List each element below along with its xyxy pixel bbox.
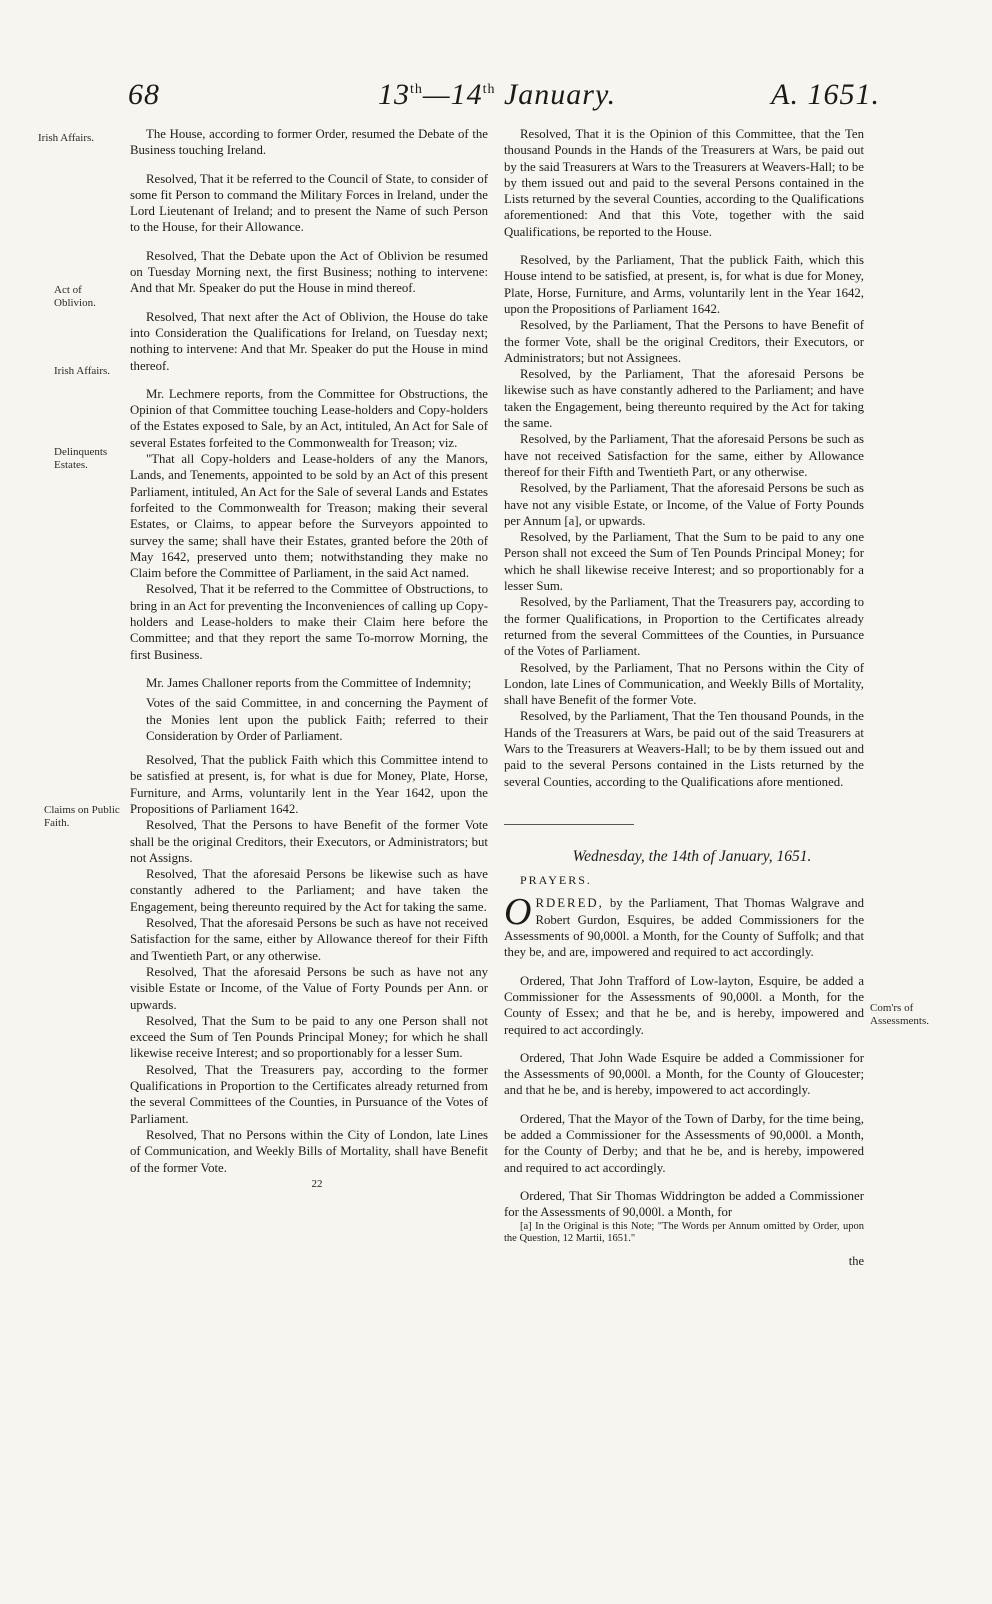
- paragraph: Resolved, by the Parliament, That the Ten thousand Pounds, in the Hands of the Treasurers at Wars, be paid out of the said Treasurers at Wars to the Treasurers at Weavers-Hall; to be by them issued out and paid to the several Persons contained in the Lists returned by the several Counties, according to the Qualifications afore mentioned.: [504, 709, 864, 789]
- paragraph: Resolved, by the Parliament, That the aforesaid Persons be such as have not received Satisfaction for the same, either by Allowance thereof for their Fifth and Twentieth Part, or any otherwise.: [504, 432, 864, 479]
- header-year: A. 1651.: [771, 78, 880, 111]
- paragraph: Resolved, by the Parliament, That the aforesaid Persons be likewise such as have constantly adhered to the Parliament; and have taken the Engagement, being thereunto required by the Act for taking the same.: [504, 367, 864, 431]
- prayers-heading: PRAYERS.: [520, 873, 592, 888]
- order-paragraph: Ordered, That Sir Thomas Widdrington be added a Commissioner for the Assessments of 90,000l. a Month, for: [504, 1188, 864, 1220]
- paragraph: Mr. Lechmere reports, from the Committee for Obstructions, the Opinion of that Committee touching Lease-holders and Copy-holders of the Estates exposed to Sale, by an Act, intituled, An Act for Sale of several Estates forfeited to the Commonwealth for Treason; viz.: [130, 386, 488, 450]
- paragraph: Resolved, That it be referred to the Committee of Obstructions, to bring in an Act for preventing the Inconveniences of calling up Copy-holders and Lease-holders to make their Claim here before the Committee; and that they report the same To-morrow Morning, the first Business.: [130, 582, 488, 662]
- paragraph: Resolved, by the Parliament, That the Treasurers pay, according to the former Qualifications, in Proportion to the Certificates already returned from the several Committees of the Counties, in Pursuance of the Votes of Parliament.: [504, 595, 864, 659]
- paragraph: Resolved, by the Parliament, That the Persons to have Benefit of the former Vote, shall be the original Creditors, their Executors, or Administrators; but not Assignees.: [504, 318, 864, 365]
- catchword: the: [848, 1253, 864, 1268]
- paragraph: Resolved, That the Debate upon the Act of Oblivion be resumed on Tuesday Morning next, the first Business; nothing to intervene: And that Mr. Speaker do put the House in mind thereof.: [130, 248, 488, 296]
- drop-cap: O: [504, 891, 532, 934]
- paragraph: Resolved, That the Treasurers pay, according to the former Qualifications in Proportion to the Certificates already returned from the several Committees of the Counties, in Pursuance of the Votes of Parliament.: [130, 1062, 488, 1126]
- paragraph: Votes of the said Committee, in and concerning the Payment of the Monies lent upon the publick Faith; referred to their Consideration by Order of Parliament.: [146, 696, 488, 743]
- paragraph: Resolved, That it is the Opinion of this Committee, that the Ten thousand Pounds in the Hands of the Treasurers at Wars, be paid out by the said Treasurers at Wars to the Treasurers at Weavers-Hall; to be by them issued out and paid to the several Persons contained in the Lists returned by the several Counties, according to the Qualifications aforementioned: And that this Vote, together with the said Qualifications, be reported to the House.: [504, 127, 864, 239]
- paragraph: Resolved, That the aforesaid Persons be such as have not received Satisfaction for the same, either by Allowance thereof for their Fifth and Twentieth Part, or any otherwise.: [130, 916, 488, 963]
- paragraph: Resolved, by the Parliament, That the publick Faith, which this House intend to be satisfied, at present, is, for what is due for Money, Plate, Horse, Furniture, and Arms, voluntarily lent in the Year 1642, upon the Propositions of Parliament 1642.: [504, 253, 864, 316]
- paragraph: Resolved, That next after the Act of Oblivion, the House do take into Consideration the Qualifications for Ireland, on Tuesday next; nothing to intervene: And that Mr. Speaker do put the House in mind thereof.: [130, 309, 488, 373]
- paragraph: Mr. James Challoner reports from the Committee of Indemnity;: [146, 675, 472, 690]
- left-column: [130, 126, 488, 1199]
- paragraph: Resolved, by the Parliament, That no Persons within the City of London, late Lines of Communication, and Weekly Bills of Mortality, shall have Benefit of the former Vote.: [504, 660, 864, 708]
- section-divider: [504, 824, 634, 825]
- margin-note-claims-public-faith: Claims on Public Faith.: [44, 804, 120, 829]
- day-heading: Wednesday, the 14th of January, 1651.: [572, 847, 812, 865]
- header-month: January.: [503, 78, 617, 111]
- paragraph: Resolved, That no Persons within the City of London, late Lines of Communication, and Weekly Bills of Mortality, shall have Benefit of the former Vote.: [130, 1127, 488, 1175]
- paragraph: "That all Copy-holders and Lease-holders of any the Manors, Lands, and Tenements, appointed to be sold by an Act of this present Parliament, intituled, An Act for the Sale of several Lands and Estates forfeited to the Commonwealth for Treason; making their several Estates, or Claims, to appear before the Surveyors appointed to survey the same; shall have their Estates, granted before the 20th of May 1642, preserved unto them; notwithstanding they make no Claim before the Committee of Parliament, in the said Act named.: [130, 452, 488, 581]
- margin-note-irish-affairs-2: Irish Affairs.: [54, 365, 111, 377]
- paragraph: The House, according to former Order, resumed the Debate of the Business touching Ireland.: [130, 127, 488, 158]
- paragraph: Resolved, by the Parliament, That the aforesaid Persons be such as have not any visible Estate, or Income, of the Value of Forty Pounds per Annum [a], or upwards.: [504, 481, 864, 528]
- paragraph: Resolved, That the aforesaid Persons be likewise such as have constantly adhered to the Parliament; and have taken the Engagement, being thereunto required by the Act for taking the same.: [130, 867, 488, 914]
- paragraph: Resolved, That the aforesaid Persons be such as have not any visible Estate or Income, of the Value of Forty Pounds per Ann. or upwards.: [130, 964, 488, 1012]
- header-date-b: 14: [450, 78, 483, 111]
- paragraph: Resolved, by the Parliament, That the Sum to be paid to any one Person shall not exceed the Sum of Ten Pounds Principal Money; for which he shall likewise receive Interest; and so proportionably for a lesser Sum.: [504, 530, 864, 594]
- footnote: [a] In the Original is this Note; "The Words per Annum omitted by Order, upon the Question, 12 Martii, 1651.": [504, 1220, 864, 1245]
- header-date-a: 13: [378, 78, 410, 111]
- margin-note-act-of-oblivion: Act of Oblivion.: [54, 284, 96, 309]
- order-paragraph: Ordered, That the Mayor of the Town of Darby, for the time being, be added a Commissioner for the Assessments of 90,000l. a Month, for the County of Derby; and that he be, and is hereby, impowered and required to act accordingly.: [504, 1111, 864, 1175]
- header-date-sup-a: th: [410, 82, 423, 97]
- header-date-sup-b: th: [482, 82, 496, 97]
- order-paragraph: [504, 891, 864, 960]
- ordered-caps: RDERED,: [535, 896, 604, 911]
- order-text: by the Parliament, That Thomas Walgrave and Robert Gurdon, Esquires, be added Commissioners for the Assessments of 90,000l. a Month, for the County of Suffolk; and that they be, and are, impowered and required to act accordingly.: [504, 896, 864, 960]
- paragraph: Resolved, That the publick Faith which this Committee intend to be satisfied at present, is, for what is due for Money, Plate, Horse, Furniture, and Arms, voluntarily lent in the Year 1642, upon the Propositions of Parliament 1642.: [130, 753, 488, 816]
- header-dash: —: [422, 78, 451, 111]
- margin-note-delinquents-estates: Delinquents Estates.: [54, 446, 108, 471]
- right-column: [504, 126, 864, 1276]
- page-number: 68: [128, 78, 160, 111]
- order-paragraph: Ordered, That John Wade Esquire be added a Commissioner for the Assessments of 90,000l. a Month, for the County of Gloucester; and that he be, and is hereby, impowered to act accordingly.: [504, 1050, 864, 1098]
- paragraph: Resolved, That the Sum to be paid to any one Person shall not exceed the Sum of Ten Pounds Principal Money; for which he shall likewise receive Interest; and so proportionably for a lesser Sum.: [130, 1013, 488, 1061]
- page-header: [120, 78, 880, 118]
- signature-mark: 22: [311, 1177, 323, 1190]
- header-date: [378, 78, 616, 112]
- order-paragraph: Ordered, That John Trafford of Low-layton, Esquire, be added a Commissioner for the Assessments of 90,000l. a Month, for the County of Essex; and that he be, and is hereby, impowered and required to act accordingly.: [504, 973, 864, 1037]
- margin-note-commissioners-assessments: Com'rs of Assessments.: [870, 1002, 929, 1027]
- margin-note-irish-affairs-1: Irish Affairs.: [38, 132, 95, 144]
- paragraph: Resolved, That it be referred to the Council of State, to consider of some fit Person to command the Military Forces in Ireland, under the Lord Lieutenant of Ireland; and to present the Name of such Person to the House, for their Allowance.: [130, 171, 488, 235]
- paragraph: Resolved, That the Persons to have Benefit of the former Vote shall be the original Creditors, their Executors, or Administrators; but not Assigns.: [130, 818, 488, 865]
